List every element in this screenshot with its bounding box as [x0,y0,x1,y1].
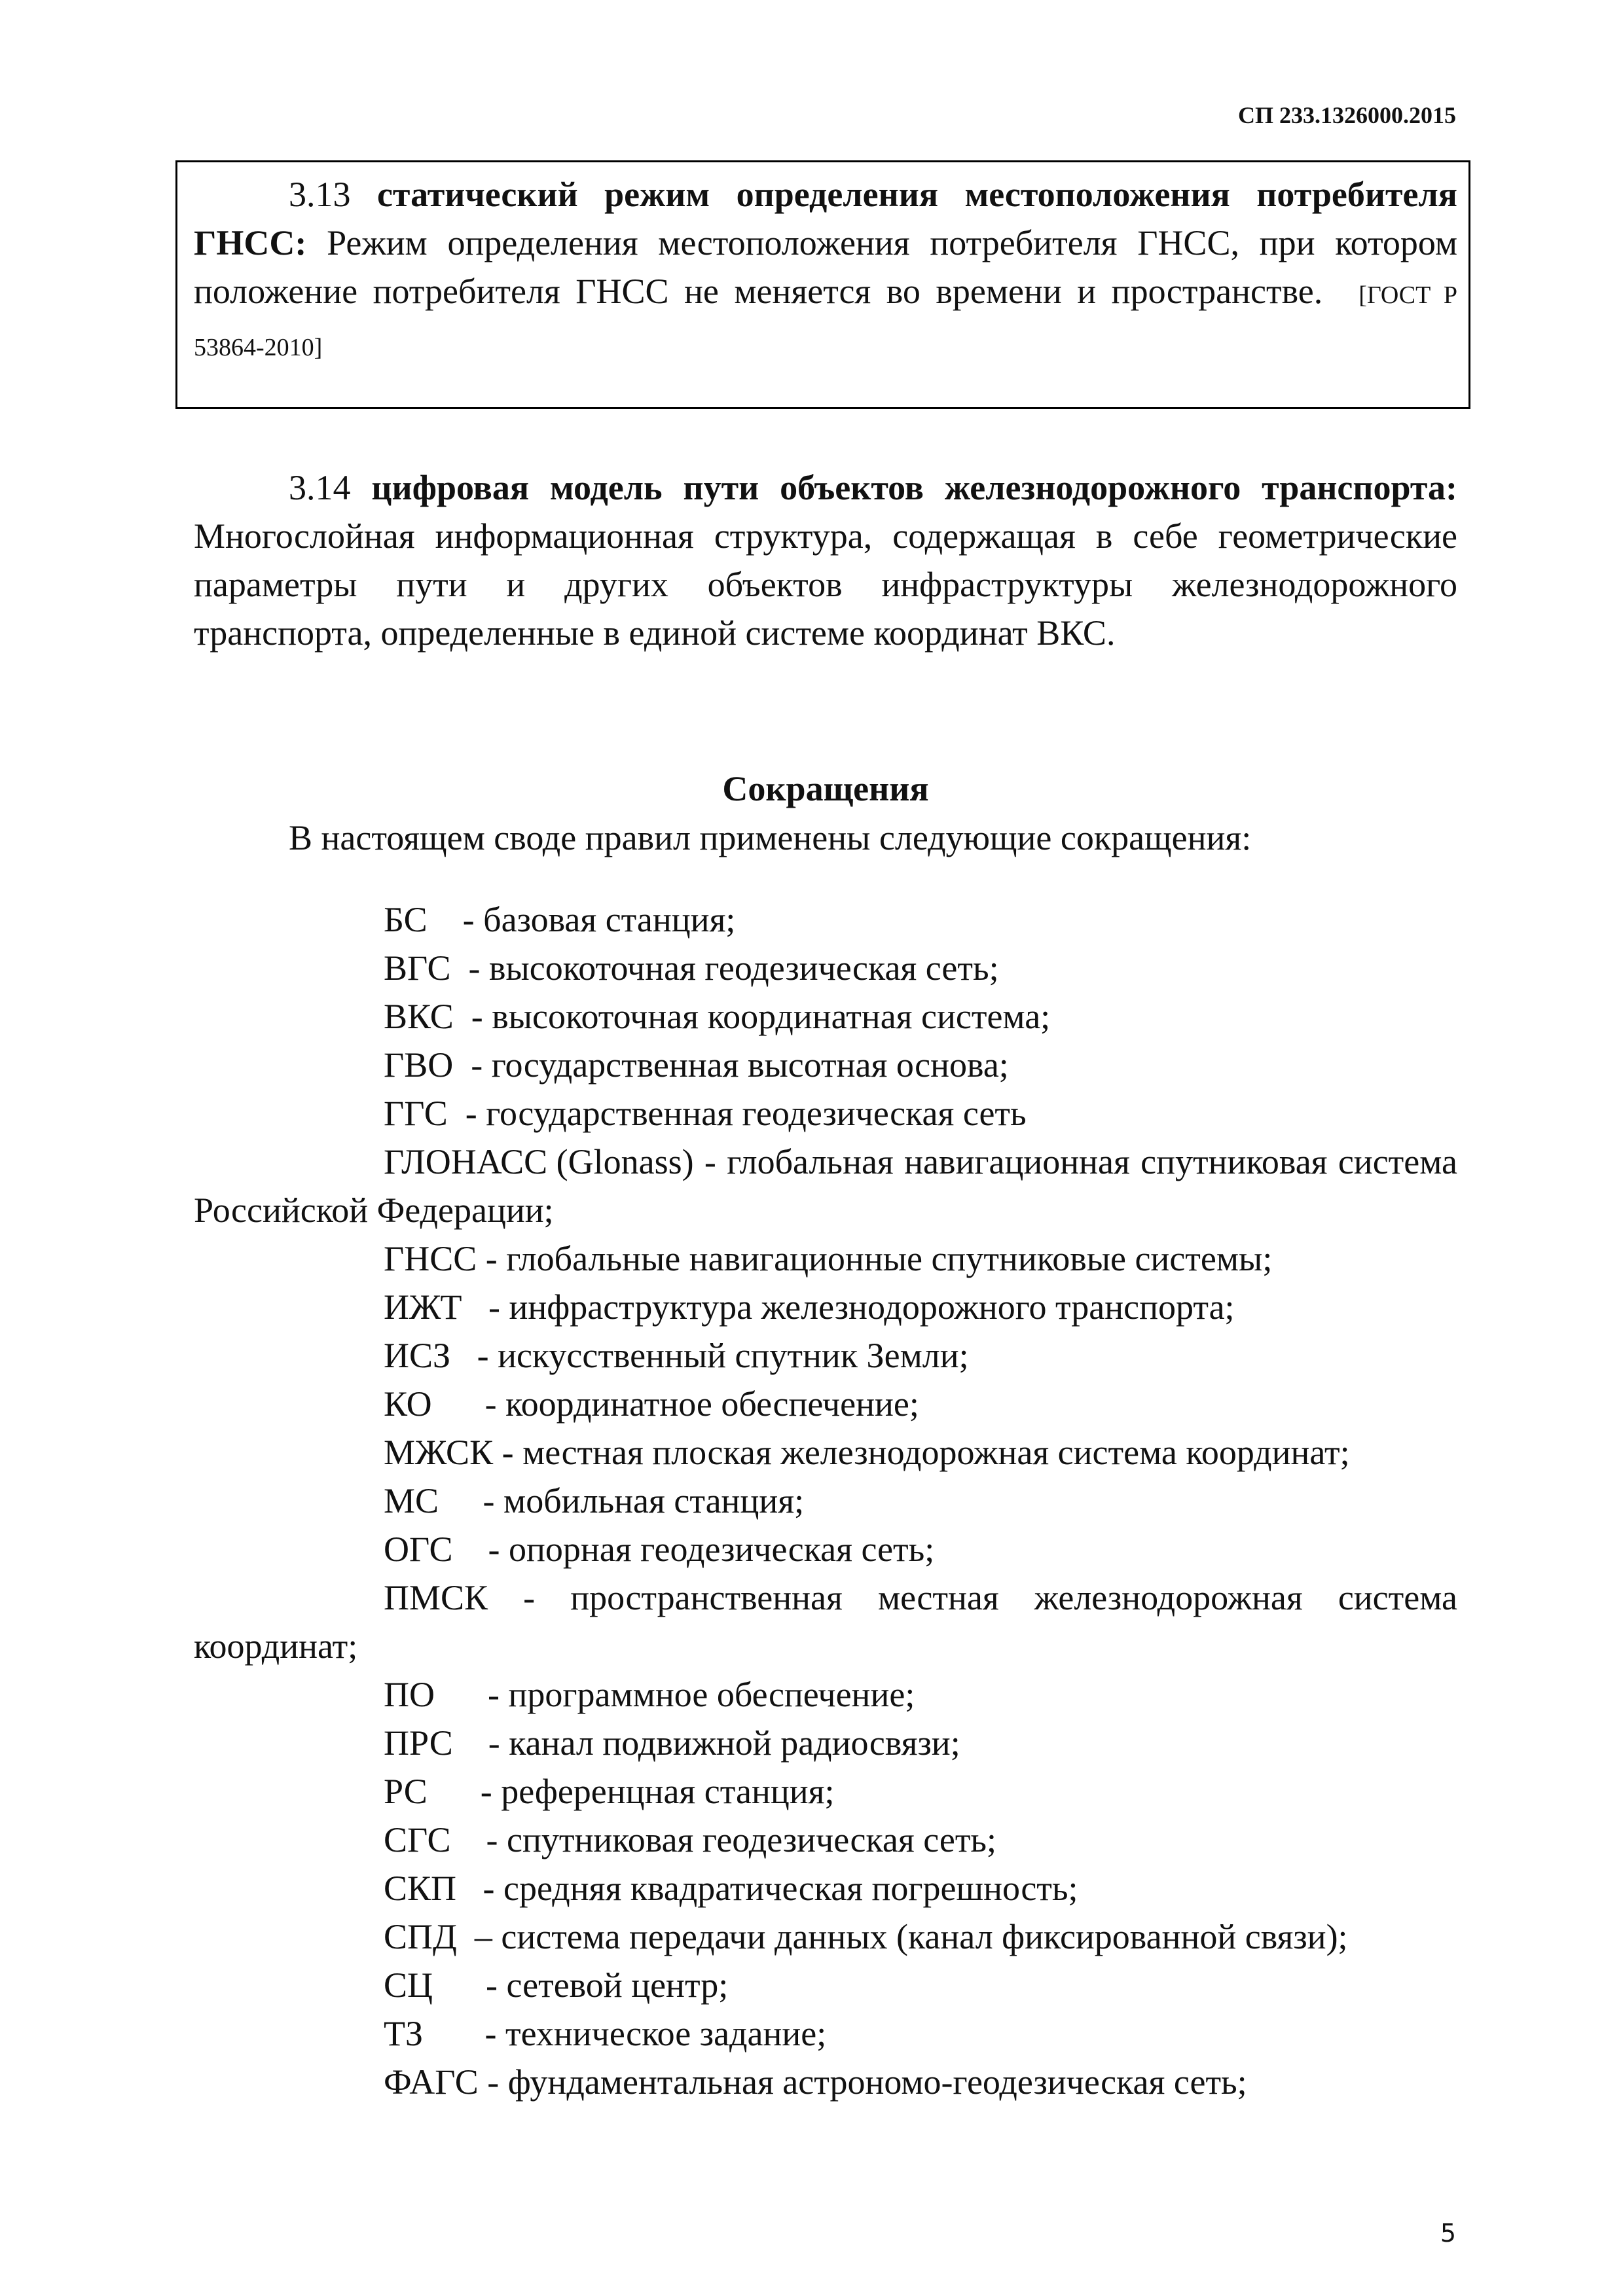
abbreviation-description: базовая станция; [483,900,736,939]
abbreviation-separator: - [450,1820,507,1859]
abbreviation-separator: - [456,1869,504,1908]
abbreviation-separator: - [693,1142,727,1181]
abbreviation-description: фундаментальная астрономо-геодезическая сеть; [507,2062,1247,2102]
abbreviation-separator: - [447,1094,486,1133]
list-item [194,1089,1457,1138]
list-item [194,1283,1457,1331]
abbreviation-description: инфраструктура железнодорожного транспорта; [509,1287,1235,1327]
abbreviation-term: КО [384,1384,432,1424]
abbreviation-separator: - [453,1045,492,1085]
abbreviation-description: местная плоская железнодорожная система координат; [522,1433,1350,1472]
list-item [194,944,1457,992]
abbreviation-term: СЦ [384,1965,433,2005]
abbreviation-separator: - [477,1239,507,1278]
abbreviation-term: СГС [384,1820,451,1859]
abbreviation-separator: - [427,900,484,939]
definition-3-14 [194,463,1457,657]
abbreviation-separator: - [488,1578,571,1617]
list-item [194,2058,1457,2106]
list-item [194,895,1457,944]
abbreviation-term: ГГС [384,1094,448,1133]
abbreviation-separator: - [453,997,492,1036]
list-item [194,1961,1457,2009]
abbreviation-description: референцная станция; [501,1772,835,1811]
definition-3-13 [194,170,1457,372]
abbreviation-term: МС [384,1481,439,1520]
section-title: Сокращения [722,769,929,808]
definition-text: Многослойная информационная структура, содержащая в себе геометрические параметры пути и других объектов инфраструктуры железнодорожного транспорта, определенные в единой системе координат ВКС. [194,516,1457,653]
list-item [194,1525,1457,1573]
abbreviation-separator: - [431,1384,506,1424]
page-number: 5 [1440,2219,1456,2248]
abbreviation-term: ОГС [384,1530,453,1569]
abbreviation-term: БС [384,900,428,939]
abbreviation-term: ГНСС [384,1239,477,1278]
abbreviation-separator: - [423,2014,506,2053]
definition-term: статический режим определения местоположения потребителя ГНСС: [194,175,1457,262]
abbreviation-term: ПМСК [384,1578,488,1617]
section-intro: В настоящем своде правил применены следующие сокращения: [289,818,1252,857]
abbreviation-term: СКП [384,1869,457,1908]
definition-text: Режим определения местоположения потребителя ГНСС, при котором положение потребителя ГНСС не меняется во времени и пространстве. [194,223,1458,311]
abbreviation-description: высокоточная геодезическая сеть; [489,948,999,988]
list-item [194,1428,1457,1477]
list-item [194,1719,1457,1767]
abbreviation-separator: - [427,1772,501,1811]
abbreviation-separator: - [450,948,490,988]
abbreviation-description: глобальная навигационная спутниковая система Российской Федерации; [194,1142,1458,1230]
abbreviation-description: система передачи данных (канал фиксированной связи); [501,1917,1348,1956]
list-item [194,992,1457,1041]
definition-reference: [ГОСТ Р 53864-2010] [194,281,1457,361]
abbreviation-term: МЖСК [384,1433,494,1472]
list-item [194,1816,1457,1864]
abbreviation-description: глобальные навигационные спутниковые системы; [506,1239,1273,1278]
abbreviation-list [194,895,1457,2106]
list-item [194,1573,1457,1670]
abbreviation-description: искусственный спутник Земли; [498,1336,969,1375]
abbreviation-term: ГЛОНАСС (Glonass) [384,1142,694,1181]
abbreviation-term: ТЗ [384,2014,424,2053]
abbreviation-term: ФАГС [384,2062,479,2102]
abbreviation-description: координатное обеспечение; [505,1384,919,1424]
abbreviation-term: ПРС [384,1723,453,1763]
abbreviation-separator: - [478,2062,508,2102]
abbreviation-separator: - [433,1965,507,2005]
abbreviation-term: ИЖТ [384,1287,462,1327]
abbreviation-description: программное обеспечение; [508,1675,915,1714]
abbreviation-term: ГВО [384,1045,454,1085]
abbreviation-term: ВКС [384,997,454,1036]
list-item [194,1234,1457,1283]
abbreviation-separator: - [435,1675,509,1714]
list-item [194,1138,1457,1234]
abbreviation-separator: - [452,1530,509,1569]
list-item [194,1380,1457,1428]
document-code: СП 233.1326000.2015 [1238,102,1456,128]
abbreviation-separator: – [456,1917,501,1956]
abbreviation-separator: - [450,1336,498,1375]
abbreviation-separator: - [452,1723,509,1763]
abbreviation-description: мобильная станция; [503,1481,805,1520]
abbreviation-term: РС [384,1772,428,1811]
list-item [194,1767,1457,1816]
abbreviation-description: государственная геодезическая сеть [486,1094,1027,1133]
abbreviation-description: опорная геодезическая сеть; [509,1530,935,1569]
definition-number: 3.13 [289,175,351,214]
abbreviation-description: канал подвижной радиосвязи; [509,1723,960,1763]
list-item [194,1912,1457,1961]
list-item [194,1864,1457,1912]
list-item [194,1041,1457,1089]
abbreviation-description: высокоточная координатная система; [492,997,1051,1036]
definition-number: 3.14 [289,468,351,507]
abbreviation-separator: - [462,1287,509,1327]
abbreviation-term: ВГС [384,948,451,988]
abbreviation-separator: - [493,1433,523,1472]
abbreviation-description: государственная высотная основа; [491,1045,1009,1085]
abbreviation-description: сетевой центр; [506,1965,729,2005]
abbreviation-separator: - [439,1481,504,1520]
abbreviation-description: техническое задание; [505,2014,827,2053]
abbreviation-term: ПО [384,1675,435,1714]
abbreviation-term: СПД [384,1917,457,1956]
list-item [194,1477,1457,1525]
abbreviation-description: пространственная местная железнодорожная система координат; [194,1578,1457,1666]
definition-term: цифровая модель пути объектов железнодорожного транспорта: [371,468,1458,507]
list-item [194,2009,1457,2058]
abbreviation-description: средняя квадратическая погрешность; [503,1869,1078,1908]
abbreviation-description: спутниковая геодезическая сеть; [507,1820,997,1859]
abbreviation-term: ИСЗ [384,1336,451,1375]
list-item [194,1670,1457,1719]
list-item [194,1331,1457,1380]
